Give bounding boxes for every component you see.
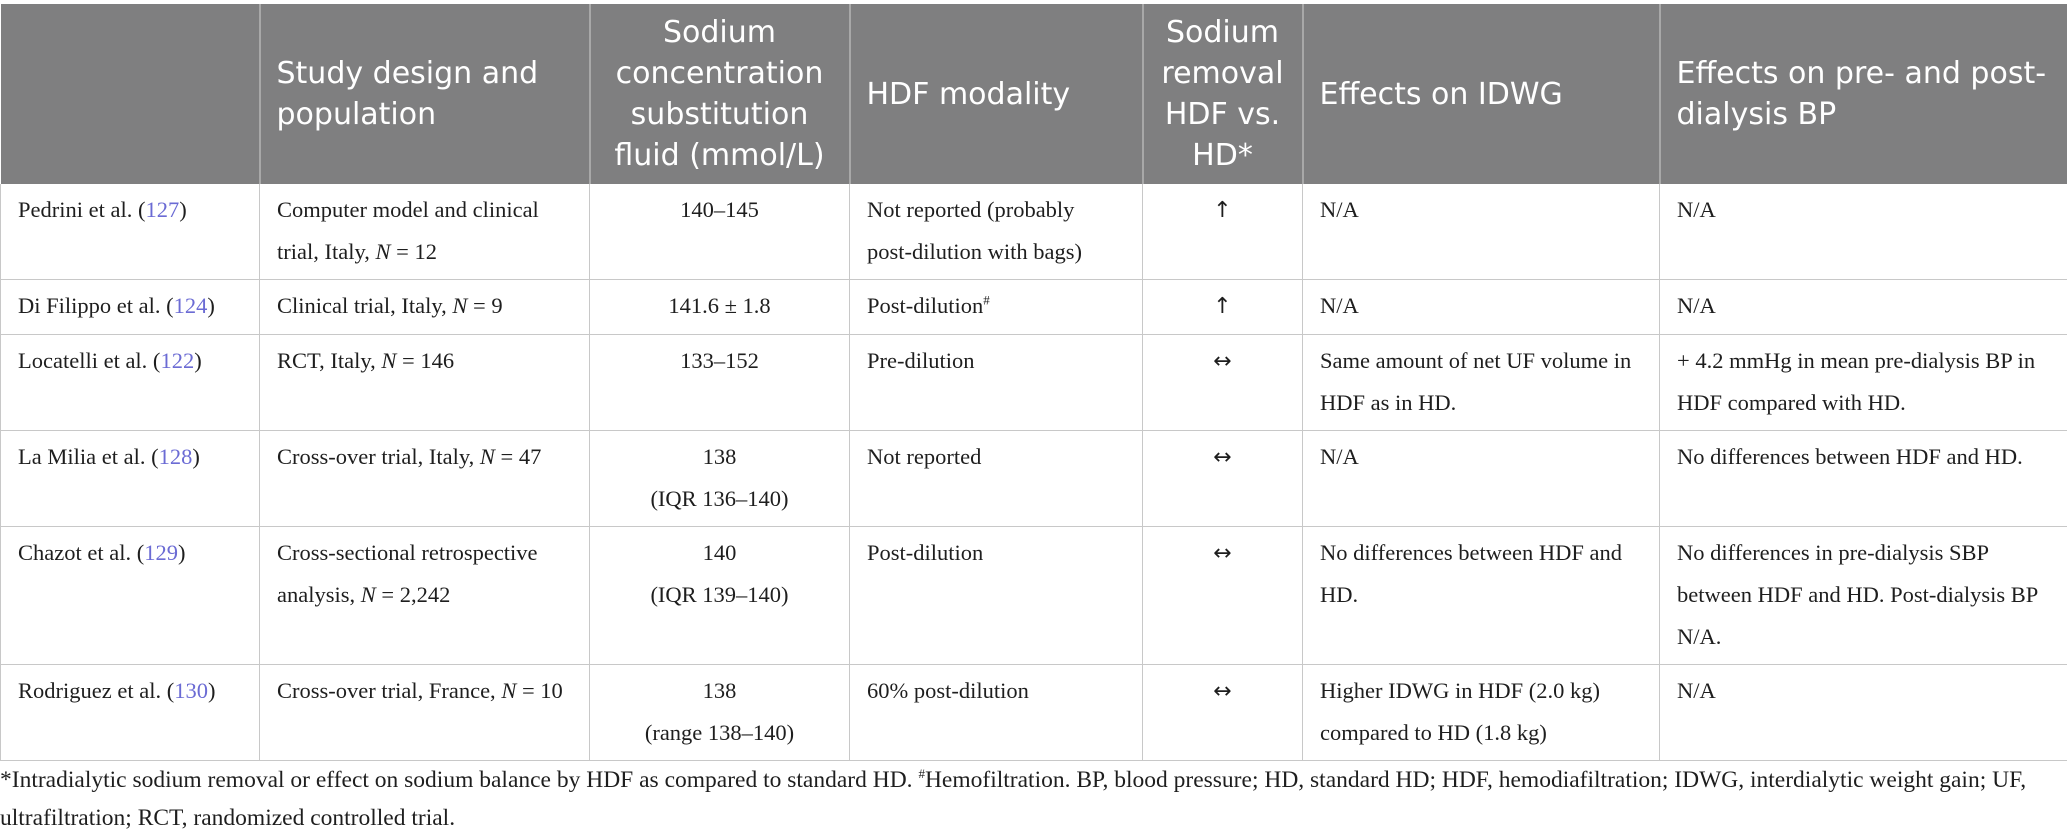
study-author-end: ): [177, 540, 186, 565]
sodium-range: (IQR 136–140): [650, 486, 789, 511]
modality-text: Not reported (probably post-dilution with bags): [867, 197, 1082, 264]
cell-design: [260, 280, 590, 335]
n-label: N: [479, 444, 495, 469]
study-author: Di Filippo et al. (: [18, 293, 174, 318]
cell-study: [1, 431, 260, 527]
n-label: N: [381, 348, 397, 373]
cell-modality: [850, 335, 1143, 431]
reference-link[interactable]: 122: [160, 348, 195, 373]
n-value: = 12: [390, 239, 437, 264]
cell-modality: [850, 280, 1143, 335]
cell-removal: [1143, 431, 1303, 527]
idwg-text: N/A: [1320, 197, 1359, 222]
cell-sodium: [590, 527, 850, 665]
cell-bp: [1660, 335, 2067, 431]
idwg-text: N/A: [1320, 444, 1359, 469]
cell-bp: [1660, 431, 2067, 527]
n-value: = 2,242: [375, 582, 451, 607]
sodium-range: (range 138–140): [644, 720, 795, 745]
cell-removal: [1143, 280, 1303, 335]
bp-text: N/A: [1677, 197, 1716, 222]
bp-text: N/A: [1677, 678, 1716, 703]
removal-arrow: ↔: [1213, 679, 1232, 704]
cell-sodium: [590, 280, 850, 335]
table-row: [1, 280, 2067, 335]
study-author: Rodriguez et al. (: [18, 678, 175, 703]
footnote-text-1: *Intradialytic sodium removal or effect on sodium balance by HDF as compared to standard HD.: [0, 767, 919, 793]
sodium-value: 141.6 ± 1.8: [668, 293, 771, 318]
cell-study: [1, 335, 260, 431]
column-header-bp: Effects on pre- and post-dialysis BP: [1660, 4, 2067, 184]
data-table: [0, 4, 2067, 761]
cell-sodium: [590, 335, 850, 431]
sodium-range: (IQR 139–140): [650, 582, 789, 607]
study-author-end: ): [192, 444, 200, 469]
idwg-text: Higher IDWG in HDF (2.0 kg) compared to HD (1.8 kg): [1320, 678, 1600, 745]
reference-link[interactable]: 128: [158, 444, 193, 469]
modality-text: Pre-dilution: [867, 348, 975, 373]
footnote-text-2: Hemofiltration. BP, blood pressure; HD, standard HD; HDF, hemodiafiltration; IDWG, interdialytic weight gain; UF, ultrafiltration; RCT, randomized controlled trial.: [0, 767, 2027, 831]
cell-design: [260, 184, 590, 280]
design-text: RCT, Italy,: [277, 348, 382, 373]
cell-removal: [1143, 665, 1303, 761]
cell-bp: [1660, 280, 2067, 335]
n-value: = 10: [516, 678, 563, 703]
cell-idwg: [1303, 280, 1660, 335]
cell-bp: [1660, 665, 2067, 761]
design-text: Cross-over trial, France,: [277, 678, 502, 703]
cell-design: [260, 431, 590, 527]
column-header-design: Study design and population: [260, 4, 590, 184]
design-text: Cross-over trial, Italy,: [277, 444, 480, 469]
header-row: [1, 4, 2067, 184]
n-value: = 146: [396, 348, 455, 373]
reference-link[interactable]: 124: [173, 293, 208, 318]
cell-design: [260, 527, 590, 665]
n-value: = 9: [467, 293, 503, 318]
sodium-value: 138: [702, 444, 737, 469]
bp-text: No differences between HDF and HD.: [1677, 444, 2023, 469]
modality-text: Post-dilution: [867, 540, 984, 565]
table-row: [1, 431, 2067, 527]
study-author: Chazot et al. (: [18, 540, 145, 565]
idwg-text: No differences between HDF and HD.: [1320, 540, 1622, 607]
bp-text: No differences in pre-dialysis SBP between HDF and HD. Post-dialysis BP N/A.: [1677, 540, 2038, 649]
sodium-value: 133–152: [680, 348, 759, 373]
removal-arrow: ↑: [1213, 198, 1232, 223]
table-container: [0, 4, 2067, 761]
column-header-study: [1, 4, 260, 184]
cell-design: [260, 335, 590, 431]
n-label: N: [360, 582, 376, 607]
study-author-end: ): [179, 197, 187, 222]
cell-removal: [1143, 527, 1303, 665]
cell-modality: [850, 184, 1143, 280]
reference-link[interactable]: 127: [145, 197, 180, 222]
cell-idwg: [1303, 431, 1660, 527]
column-header-modality: HDF modality: [850, 4, 1143, 184]
cell-sodium: [590, 665, 850, 761]
cell-study: [1, 280, 260, 335]
removal-arrow: ↔: [1213, 445, 1232, 470]
table-row: [1, 665, 2067, 761]
table-row: [1, 335, 2067, 431]
bp-text: + 4.2 mmHg in mean pre-dialysis BP in HDF compared with HD.: [1677, 348, 2036, 415]
sodium-value: 138: [702, 678, 737, 703]
study-author: Pedrini et al. (: [18, 197, 146, 222]
idwg-text: N/A: [1320, 293, 1359, 318]
n-label: N: [501, 678, 517, 703]
cell-sodium: [590, 431, 850, 527]
design-text: Cross-sectional retrospective analysis,: [277, 540, 538, 607]
column-header-idwg: Effects on IDWG: [1303, 4, 1660, 184]
cell-modality: [850, 527, 1143, 665]
cell-removal: [1143, 184, 1303, 280]
removal-arrow: ↔: [1213, 349, 1232, 374]
reference-link[interactable]: 129: [144, 540, 178, 565]
study-author: La Milia et al. (: [18, 444, 159, 469]
n-label: N: [452, 293, 468, 318]
table-footnote: [0, 761, 2050, 837]
cell-study: [1, 665, 260, 761]
design-text: Clinical trial, Italy,: [277, 293, 453, 318]
cell-study: [1, 184, 260, 280]
removal-arrow: ↑: [1213, 294, 1232, 319]
modality-text: Not reported: [867, 444, 982, 469]
cell-idwg: [1303, 527, 1660, 665]
cell-modality: [850, 431, 1143, 527]
study-author-end: ): [207, 293, 215, 318]
cell-modality: [850, 665, 1143, 761]
sodium-value: 140: [702, 540, 737, 565]
study-author-end: ): [194, 348, 202, 373]
cell-idwg: [1303, 665, 1660, 761]
cell-bp: [1660, 527, 2067, 665]
cell-removal: [1143, 335, 1303, 431]
modality-mark: #: [983, 292, 990, 308]
study-author: Locatelli et al. (: [18, 348, 161, 373]
removal-arrow: ↔: [1213, 541, 1232, 566]
cell-bp: [1660, 184, 2067, 280]
cell-design: [260, 665, 590, 761]
column-header-sodium: Sodium concentration substitution fluid (mmol/L): [590, 4, 850, 184]
table-row: [1, 184, 2067, 280]
modality-text: 60% post-dilution: [867, 678, 1029, 703]
idwg-text: Same amount of net UF volume in HDF as in HD.: [1320, 348, 1632, 415]
cell-idwg: [1303, 184, 1660, 280]
cell-study: [1, 527, 260, 665]
table-row: [1, 527, 2067, 665]
column-header-removal: Sodium removal HDF vs. HD*: [1143, 4, 1303, 184]
sodium-value: 140–145: [680, 197, 759, 222]
modality-text: Post-dilution: [867, 293, 984, 318]
cell-sodium: [590, 184, 850, 280]
study-author-end: ): [207, 678, 216, 703]
design-text: Computer model and clinical trial, Italy,: [277, 197, 539, 264]
n-label: N: [375, 239, 391, 264]
bp-text: N/A: [1677, 293, 1716, 318]
cell-idwg: [1303, 335, 1660, 431]
reference-link[interactable]: 130: [174, 678, 208, 703]
footnote-mark: #: [918, 766, 925, 782]
n-value: = 47: [494, 444, 542, 469]
